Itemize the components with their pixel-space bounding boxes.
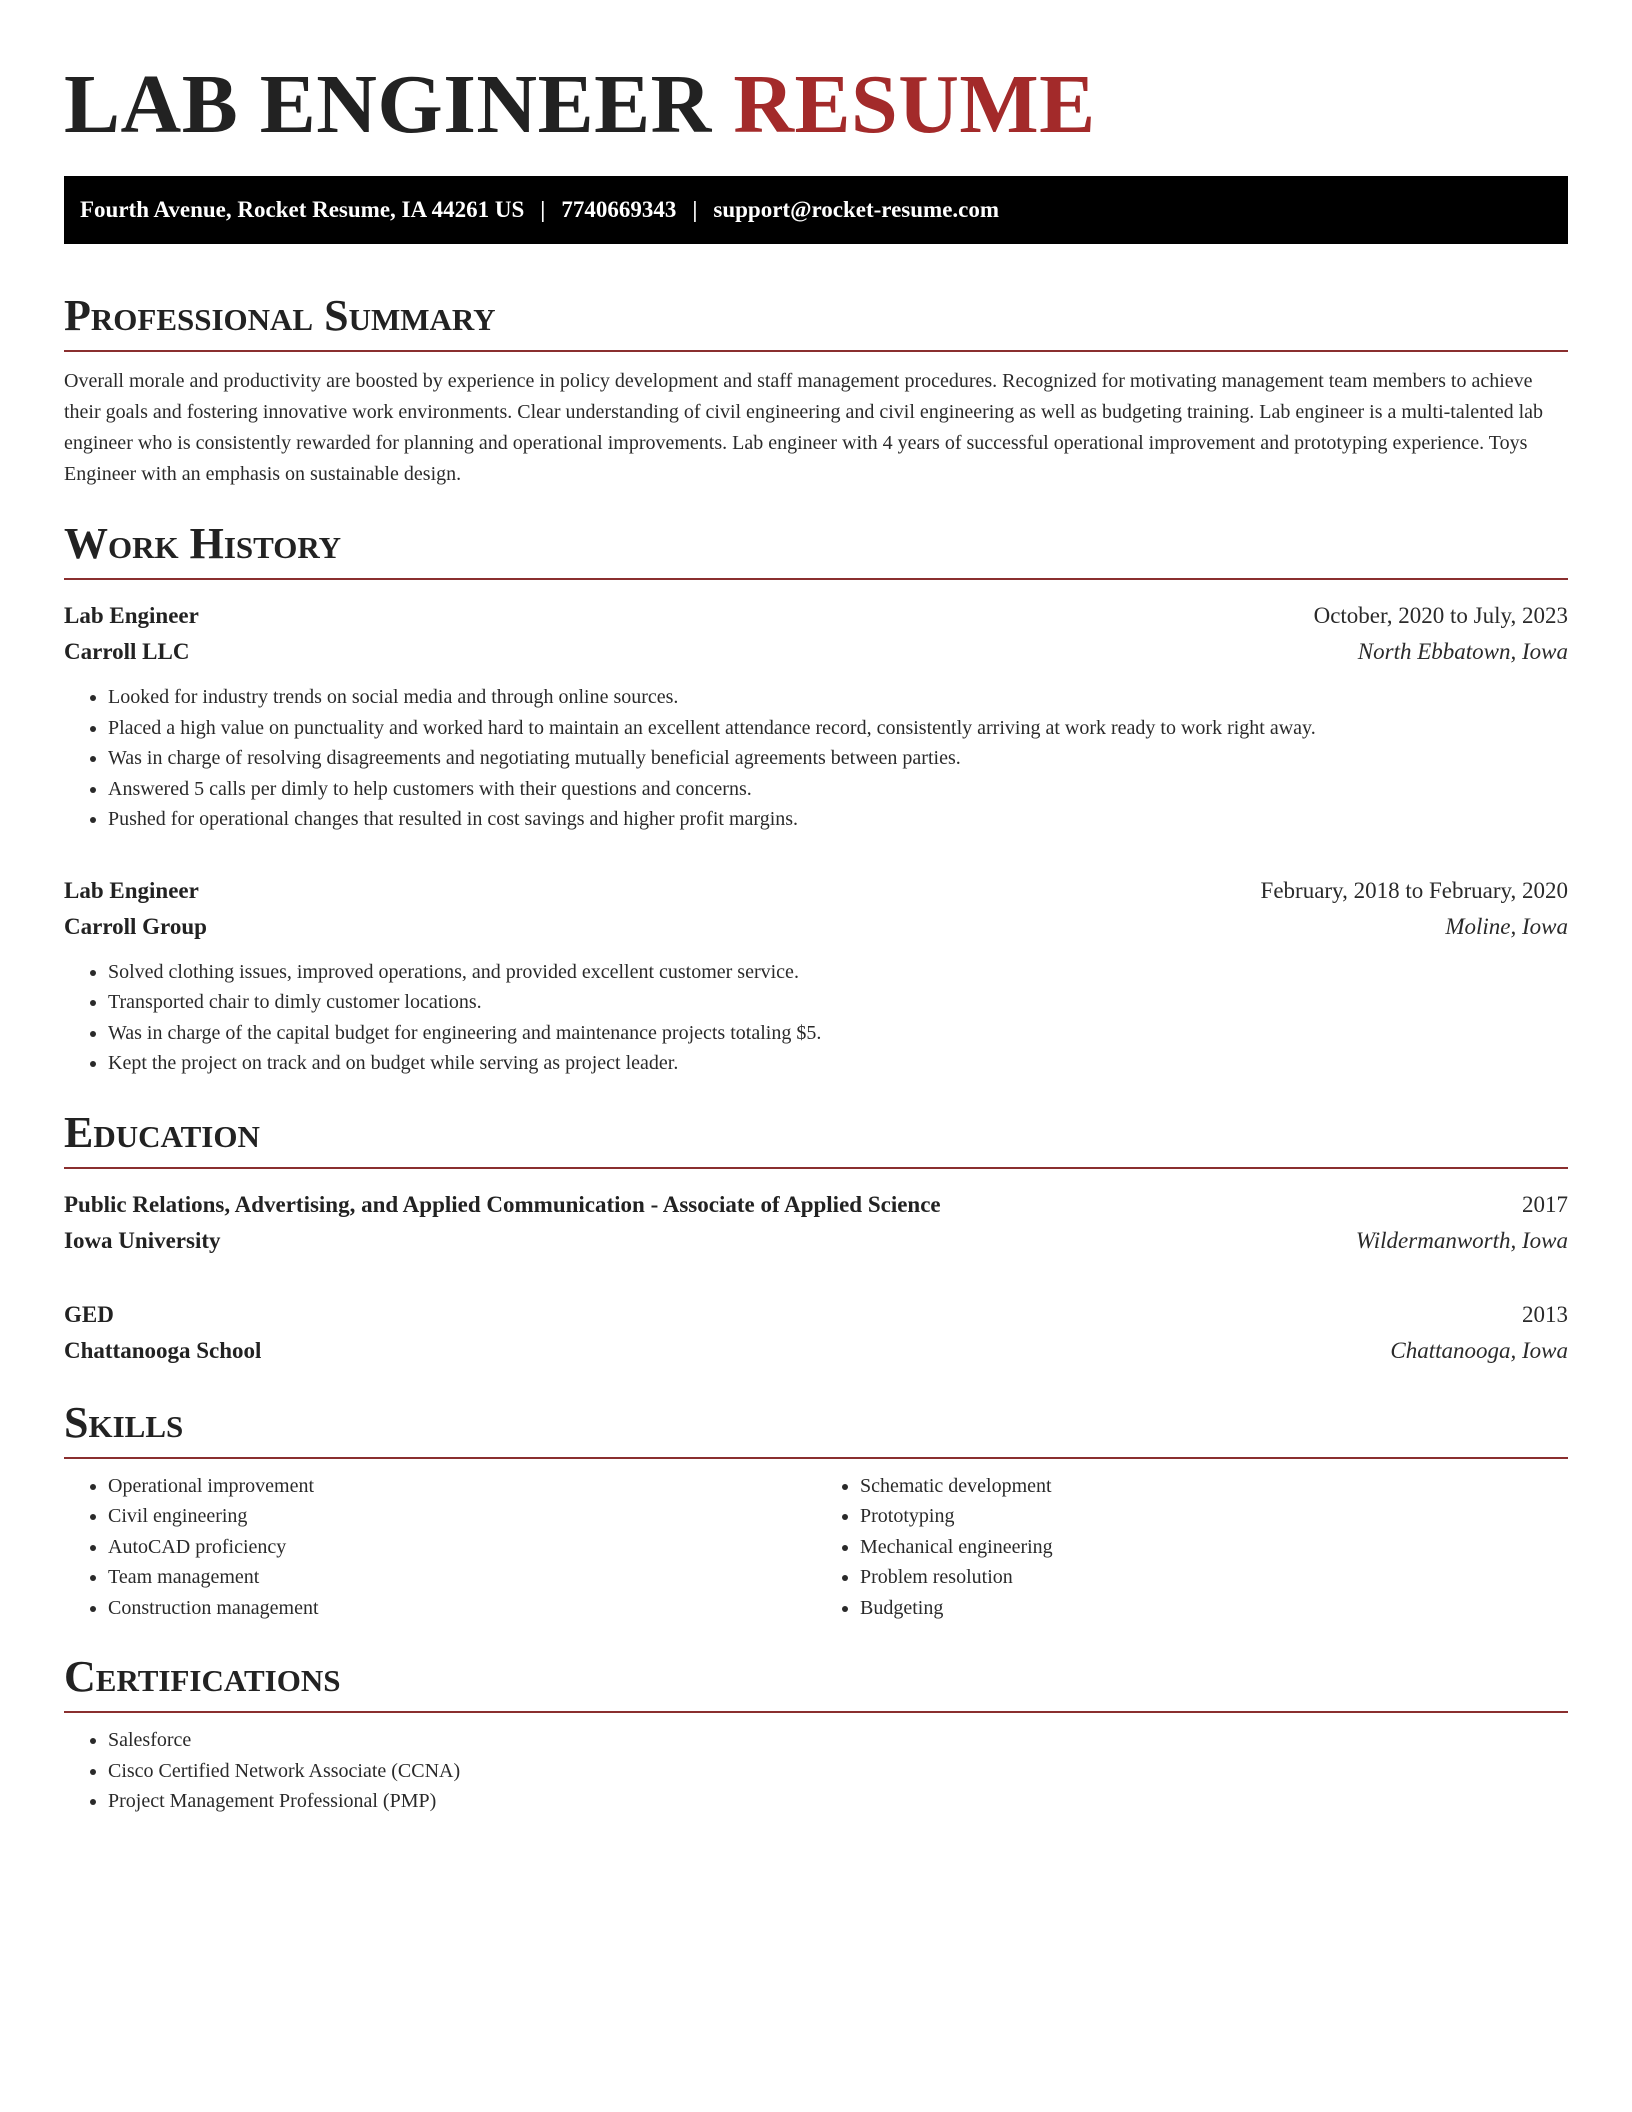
education-year: 2017	[1522, 1191, 1568, 1217]
job-bullet: • Was in charge of resolving disagreements and negotiating mutually beneficial agreements between parties.	[108, 743, 1568, 774]
title-main: LAB ENGINEER	[64, 58, 712, 151]
skill-item: • Mechanical engineering	[860, 1532, 1568, 1563]
skills-heading: Skills	[64, 1397, 1568, 1459]
summary-text: Overall morale and productivity are boosted by experience in policy development and staff management procedures. Recognized for motivating management team members to achieve their goals and fostering innovative work environments. Clear understanding of civil engineering and civil engineering as well as budgeting training. Lab engineer is a multi-talented lab engineer who is consistently rewarded for planning and operational improvements. Lab engineer with 4 years of successful operational improvement and prototyping experience. Toys Engineer with an emphasis on sustainable design.	[64, 370, 1544, 485]
certifications-heading: Certifications	[64, 1651, 1568, 1713]
job-company-row	[64, 909, 1568, 945]
certification-item: • Project Management Professional (PMP)	[108, 1786, 1568, 1817]
contact-bar	[64, 176, 1568, 244]
job-location: North Ebbatown, Iowa	[1357, 639, 1568, 664]
skill-item: • Budgeting	[860, 1593, 1568, 1624]
contact-separator: |	[540, 197, 546, 222]
skill-item: • Prototyping	[860, 1501, 1568, 1532]
job-location: Moline, Iowa	[1445, 913, 1568, 939]
education-degree-row	[64, 1297, 1568, 1333]
job-entry	[64, 598, 1568, 835]
summary-heading: Professional Summary	[64, 290, 1568, 352]
skill-item: • Problem resolution	[860, 1562, 1568, 1593]
contact-email: support@rocket-resume.com	[713, 197, 1000, 222]
education-school: Chattanooga School	[64, 1337, 262, 1363]
summary-section	[64, 290, 1568, 490]
job-bullet: • Looked for industry trends on social media and through online sources.	[108, 682, 1568, 713]
education-degree-row	[64, 1187, 1568, 1223]
education-heading: Education	[64, 1107, 1568, 1169]
resume-content	[64, 50, 1568, 1817]
education-school-row	[64, 1223, 1568, 1259]
job-bullets	[64, 957, 1568, 1079]
education-year: 2013	[1522, 1301, 1568, 1327]
job-title-row	[64, 598, 1568, 634]
education-degree: GED	[64, 1301, 114, 1327]
skill-item: • Civil engineering	[108, 1501, 816, 1532]
certifications-section	[64, 1651, 1568, 1817]
education-section	[64, 1107, 1568, 1369]
job-bullet: • Kept the project on track and on budget while serving as project leader.	[108, 1048, 1568, 1079]
job-entry	[64, 873, 1568, 1079]
contact-address: Fourth Avenue, Rocket Resume, IA 44261 US	[80, 197, 525, 222]
job-title-row	[64, 873, 1568, 909]
skill-item: • Construction management	[108, 1593, 816, 1624]
education-location: Wildermanworth, Iowa	[1355, 1227, 1568, 1253]
skills-grid	[64, 1471, 1568, 1624]
certification-item: • Cisco Certified Network Associate (CCNA)	[108, 1756, 1568, 1787]
job-title: Lab Engineer	[64, 877, 199, 903]
skill-item: • Schematic development	[860, 1471, 1568, 1502]
work-history-section	[64, 518, 1568, 1079]
certification-item: • Salesforce	[108, 1725, 1568, 1756]
job-bullet: • Solved clothing issues, improved operations, and provided excellent customer service.	[108, 957, 1568, 988]
certifications-list	[64, 1725, 1568, 1817]
education-entry	[64, 1297, 1568, 1369]
job-bullet: • Pushed for operational changes that resulted in cost savings and higher profit margins.	[108, 804, 1568, 835]
job-company-row	[64, 634, 1568, 670]
education-location: Chattanooga, Iowa	[1390, 1337, 1568, 1363]
resume-title	[64, 50, 1568, 160]
skill-item: • Team management	[108, 1562, 816, 1593]
education-school-row	[64, 1333, 1568, 1369]
job-company: Carroll LLC	[64, 639, 190, 664]
title-accent: RESUME	[733, 58, 1096, 151]
job-title: Lab Engineer	[64, 603, 199, 628]
skill-item: • Operational improvement	[108, 1471, 816, 1502]
job-bullet: • Was in charge of the capital budget for engineering and maintenance projects totaling $5.	[108, 1018, 1568, 1049]
job-bullet: • Placed a high value on punctuality and worked hard to maintain an excellent attendance record, consistently arriving at work ready to work right away.	[108, 713, 1568, 744]
skills-list-left	[64, 1471, 816, 1624]
job-bullet: • Answered 5 calls per dimly to help customers with their questions and concerns.	[108, 774, 1568, 805]
education-degree: Public Relations, Advertising, and Applied Communication - Associate of Applied Science	[64, 1191, 941, 1217]
job-dates: October, 2020 to July, 2023	[1313, 603, 1568, 628]
work-history-heading: Work History	[64, 518, 1568, 580]
skill-item: • AutoCAD proficiency	[108, 1532, 816, 1563]
job-company: Carroll Group	[64, 913, 207, 939]
job-bullet: • Transported chair to dimly customer locations.	[108, 987, 1568, 1018]
contact-phone: 7740669343	[561, 197, 677, 222]
education-school: Iowa University	[64, 1227, 221, 1253]
job-bullets	[64, 682, 1568, 835]
skills-section	[64, 1397, 1568, 1624]
education-entry	[64, 1187, 1568, 1259]
contact-separator: |	[692, 197, 698, 222]
job-dates: February, 2018 to February, 2020	[1260, 877, 1568, 903]
skills-list-right	[816, 1471, 1568, 1624]
